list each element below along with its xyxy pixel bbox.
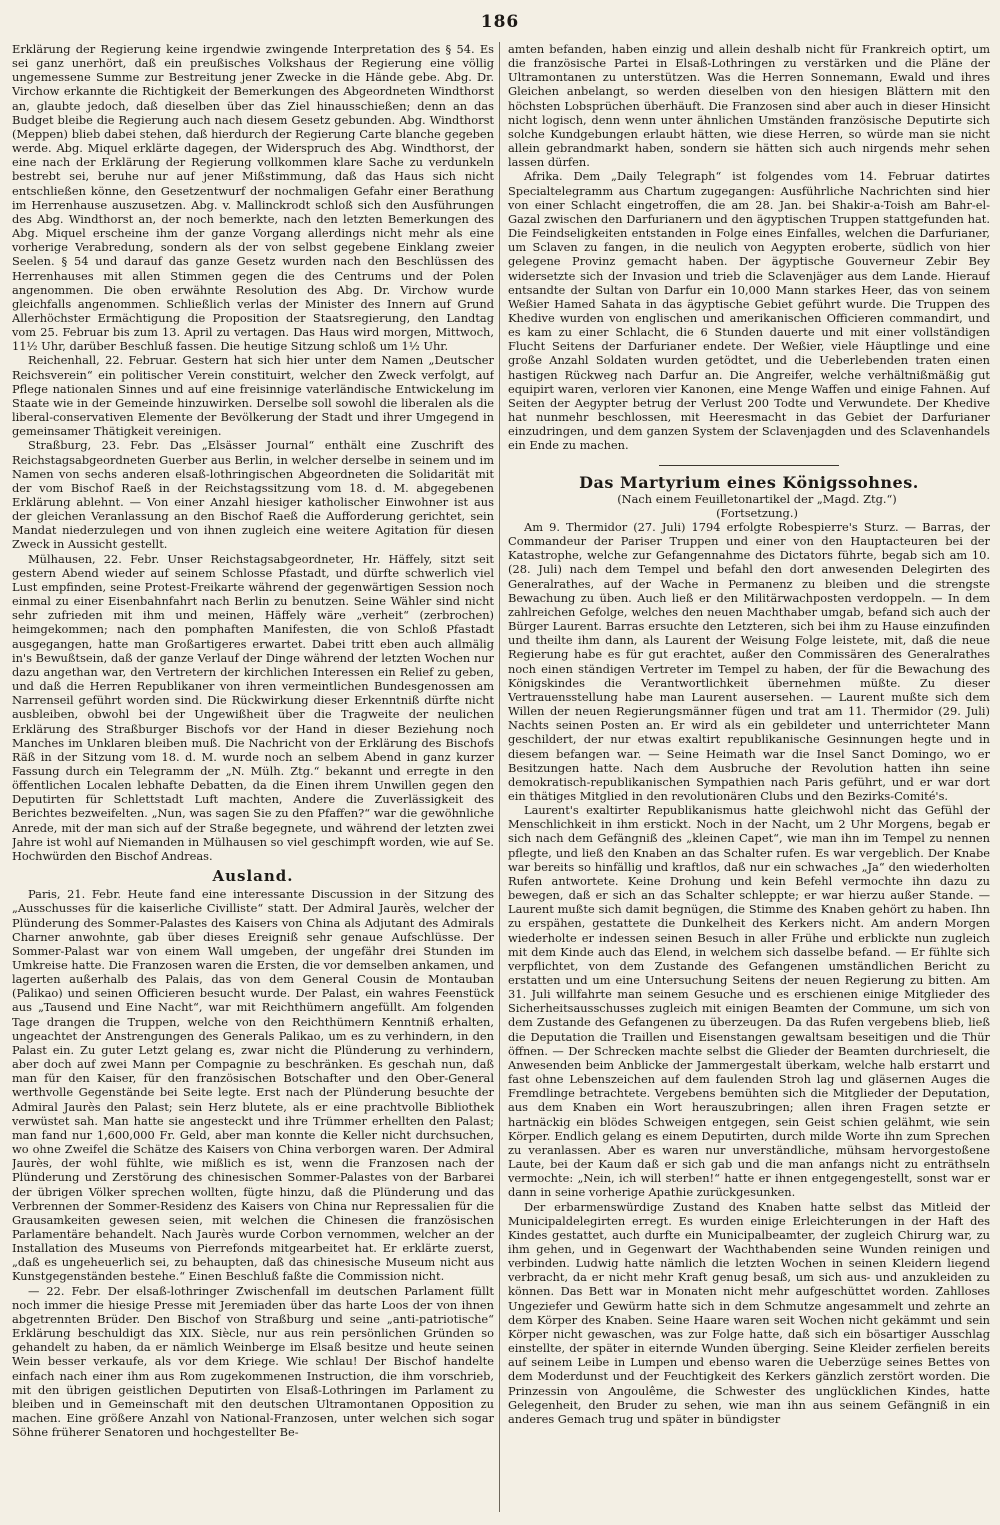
- left-column: [12, 42, 494, 1514]
- strassburg-paragraph: Straßburg, 23. Febr. Das „Elsässer Journal“ enthält eine Zuschrift des Reichstagsabgeordneten Guerber aus Berlin, in welcher derselbe in seinem und im Namen von sechs anderen elsaß-lothringischen Abgeordneten die Solidarität mit der vom Bischof Raeß in der Reichstagssitzung vom 18. d. M. abgegebenen Erklärung ablehnt. — Von einer Anzahl hiesiger katholischer Einwohner ist aus der gleichen Veranlassung an den Bischof Raeß die Aufforderung gerichtet, sein Mandat niederzulegen und von ihnen zugleich eine weitere Agitation für diesen Zweck in Aussicht gestellt.: [12, 438, 494, 552]
- article-paragraph: Laurent's exaltirter Republikanismus hatte gleichwohl nicht das Gefühl der Menschlichkeit in ihm erstickt. Noch in der Nacht, um 2 Uhr Morgens, begab er sich nach dem Gefängniß des „kleinen Capet“, wie man ihn im Tempel zu nennen pflegte, und ließ den Knaben an das Schalter rufen. Es war vergeblich. Der Knabe war bereits so hinfällig und kraftlos, daß nur ein schwaches „Ja“ den wiederholten Rufen antwortete. Keine Drohung und kein Befehl vermochte ihn dazu zu bewegen, daß er sich an das Schalter schleppte; er war hierzu außer Stande. — Laurent mußte sich damit begnügen, die Stimme des Knaben gehört zu haben. Ihn zu erspähen, gestattete die Dunkelheit des Kerkers nicht. Am andern Morgen wiederholte er indessen seinen Besuch in aller Frühe und erblickte nun zugleich mit dem Kinde auch das Elend, in welchem sich dasselbe befand. — Er fühlte sich verpflichtet, von dem Zustande des Gefangenen umständlichen Bericht zu erstatten und um eine Untersuchung Seitens der neuen Regierung zu bitten. Am 31. Juli willfahrte man seinem Gesuche und es erschienen einige Mitglieder des Sicherheitsausschusses zugleich mit einigen Beamten der Commune, um sich von dem Zustande des Gefangenen zu überzeugen. Da das Rufen vergebens blieb, ließ die Deputation die Traillen und Eisenstangen gewaltsam beseitigen und die Thür öffnen. — Der Schrecken machte selbst die Glieder der Beamten durchrieselt, die Anwesenden beim Anblicke der Jammergestalt überkam, welche halb erstarrt und fast ohne Lebenszeichen auf dem faulenden Stroh lag und gläsernen Auges die Fremdlinge betrachtete. Vergebens bemühten sich die Mitglieder der Deputation, aus dem Knaben ein Wort herauszubringen; allen ihren Fragen setzte er hartnäckig ein blödes Schweigen entgegen, sein Geist schien gelähmt, wie sein Körper. Endlich gelang es einem Deputirten, durch milde Worte ihn zum Sprechen zu veranlassen. Aber es waren nur unverständliche, mühsam hervorgestoßene Laute, bei der Kaum daß er sich gab und die man anfangs nicht zu enträthseln vermochte: „Nein, ich will sterben!“ hatte er ihnen entgegengestellt, sonst war er dann in seine vorherige Apathie zurückgesunken.: [508, 803, 990, 1200]
- muelhausen-paragraph: Mülhausen, 22. Febr. Unser Reichstagsabgeordneter, Hr. Häffely, sitzt seit gestern Abend wieder auf seinem Schlosse Pfastadt, und dürfte schwerlich viel Lust empfinden, seine Protest-Freikarte während der gegenwärtigen Session noch einmal zu einer Eisenbahnfahrt nach Berlin zu benutzen. Seine Wähler sind nicht sehr zufrieden mit ihm und meinen, Häffely wäre „verheit“ (zerbrochen) heimgekommen; nach den pomphaften Manifesten, die von Schloß Pfastadt ausgegangen, hatte man Großartigeres erwartet. Dabei tritt eben auch allmälig in's Bewußtsein, daß der ganze Verlauf der Dinge während der letzten Wochen nur dazu angethan war, den Vertretern der kirchlichen Interessen ein Relief zu geben, und daß die Herren Republikaner von ihren vermeintlichen Bundesgenossen am Narrenseil geführt worden sind. Die Rückwirkung dieser Erkenntniß dürfte nicht ausbleiben, obwohl bei der Ungewißheit über die Tragweite der neulichen Erklärung des Straßburger Bischofs vor der Hand in dieser Beziehung noch Manches im Unklaren bleiben muß. Die Nachricht von der Erklärung des Bischofs Räß in der Sitzung vom 18. d. M. wurde noch an selbem Abend in ganz kurzer Fassung durch ein Telegramm der „N. Mülh. Ztg.“ bekannt und erregte in den öffentlichen Localen lebhafte Debatten, da die Einen ihrem Unwillen gegen den Deputirten für Schlettstadt Luft machten, Andere die Zuverlässigkeit des Berichtes bezweifelten. „Nun, was sagen Sie zu den Pfaffen?“ war die gewöhnliche Anrede, mit der man sich auf der Straße begegnete, und während der letzten zwei Jahre ist wohl auf Niemanden in Mülhausen so viel geschimpft worden, wie auf Se. Hochwürden den Bischof Andreas.: [12, 551, 494, 863]
- page-number: 186: [480, 12, 520, 32]
- right-column: [508, 42, 990, 1514]
- afrika-paragraph: Afrika. Dem „Daily Telegraph“ ist folgendes vom 14. Februar datirtes Specialtelegramm aus Chartum zugegangen: Ausführliche Nachrichten sind hier von einer Schlacht eingetroffen, die am 28. Jan. bei Shakir-a-Toish am Bahr-el-Gazal zwischen den Darfurianern und den ägyptischen Truppen stattgefunden hat. Die Feindseligkeiten entstanden in Folge eines Einfalles, welchen die Darfurianer, um Sclaven zu fangen, in die neulich von Aegypten eroberte, südlich von hier gelegene Provinz gemacht haben. Der ägyptische Gouverneur Zebir Bey widersetzte sich der Invasion und trieb die Sclavenjäger aus dem Lande. Hierauf entsandte der Sultan von Darfur ein 10,000 Mann starkes Heer, das von seinem Weßier Hamed Sahata in das ägyptische Gebiet geführt wurde. Die Truppen des Khedive wurden von englischen und amerikanischen Officieren commandirt, und es kam zu einer Schlacht, die 6 Stunden dauerte und mit einer vollständigen Flucht Seitens der Darfurianer endete. Der Weßier, viele Häuptlinge und eine große Anzahl Soldaten wurden getödtet, und die Ueberlebenden traten einen hastigen Rückweg nach Darfur an. Die Angreifer, welche verhältnißmäßig gut equipirt waren, verloren vier Kanonen, eine Menge Waffen und einige Fahnen. Auf Seiten der Aegypter betrug der Verlust 200 Todte und Verwundete. Der Khedive hat nunmehr beschlossen, mit Heeresmacht in das Gebiet der Darfurianer einzudringen, und dem ganzen System der Sclavenjagden und des Sclavenhandels ein Ende zu machen.: [508, 169, 990, 453]
- ausland-heading: Ausland.: [212, 867, 294, 886]
- paris-22-paragraph: — 22. Febr. Der elsaß-lothringer Zwischenfall im deutschen Parlament füllt noch immer die hiesige Presse mit Jeremiaden über das harte Loos der von ihnen abgetrennten Brüder. Den Bischof von Straßburg und seine „anti-patriotische“ Erklärung beschuldigt das XIX. Siècle, nur aus rein persönlichen Gründen so gehandelt zu haben, da er nämlich Weinberge im Elsaß besitze und heute seinen Wein besser verkaufe, als vor dem Kriege. Wie schlau! Der Bischof handelte einfach nach einer ihm aus Rom zugekommenen Instruction, die ihm vorschrieb, mit den übrigen geistlichen Deputirten von Elsaß-Lothringen im Parlament zu bleiben und in Gemeinschaft mit den deutschen Ultramontanen Opposition zu machen. Eine größere Anzahl von National-Franzosen, unter welchen sich sogar Söhne früherer Senatoren und hochgestellter Be-: [12, 1283, 494, 1440]
- paris-21-paragraph: Paris, 21. Febr. Heute fand eine interessante Discussion in der Sitzung des „Ausschusses für die kaiserliche Civilliste“ statt. Der Admiral Jaurès, welcher der Plünderung des Sommer-Palastes des Kaisers von China als Adjutant des Admirals Charner anwohnte, gab über dieses Ereigniß sehr genaue Aufschlüsse. Der Sommer-Palast war von einem Wall umgeben, der ungefähr drei Stunden im Umkreise hatte. Die Franzosen waren die Ersten, die vor demselben ankamen, und lagerten außerhalb des Palais, das von dem General Cousin de Montauban (Palikao) und seinen Officieren besucht wurde. Der Palast, ein wahres Feenstück aus „Tausend und Eine Nacht“, war mit Reichthümern angefüllt. Am folgenden Tage drangen die Truppen, welche von den Reichthümern Kenntniß erhalten, ungeachtet der Anstrengungen des Generals Palikao, um es zu verhindern, in den Palast ein. Zu guter Letzt gelang es, zwar nicht die Plünderung zu verhindern, aber doch auf zwei Mann per Compagnie zu beschränken. Es geschah nun, daß man für den Kaiser, für den französischen Botschafter und den Ober-General werthvolle Gegenstände bei Seite legte. Erst nach der Plünderung besuchte der Admiral Jaurès den Palast; sein Herz blutete, als er eine prachtvolle Bibliothek verwüstet sah. Man hatte sie angesteckt und ihre Trümmer erhellten den Palast; man fand nur 1,600,000 Fr. Geld, aber man konnte die Keller nicht durchsuchen, wo ohne Zweifel die Schätze des Kaisers von China verborgen waren. Der Admiral Jaurès, der wohl fühlte, wie mißlich es ist, wenn die Franzosen nach der Plünderung und Zerstörung des chinesischen Sommer-Palastes von der Barbarei der übrigen Völker sprechen wollten, fügte hinzu, daß die Plünderung und das Verbrennen der Sommer-Residenz des Kaisers von China nur Repressalien für die Grausamkeiten gewesen seien, mit welchen die Chinesen die französischen Parlamentäre behandelt. Nach Jaurès wurde Corbon vernommen, welcher an der Installation des Museums von Pierrefonds mitgearbeitet hat. Er erklärte zuerst, „daß es ungeheuerlich sei, zu behaupten, daß das chinesische Museum nicht aus Kunstgegenständen bestehe.“ Einen Beschluß faßte die Commission nicht.: [12, 887, 494, 1284]
- article-continuation: (Fortsetzung.): [716, 505, 798, 520]
- article-paragraph: Am 9. Thermidor (27. Juli) 1794 erfolgte Robespierre's Sturz. — Barras, der Commandeur der Pariser Truppen und einer von den Hauptacteuren bei der Katastrophe, welche zur Gefangennahme des Dictators führte, begab sich am 10. (28. Juli) nach dem Tempel und befahl den dort anwesenden Delegirten des Generalrathes, auf der Wache in Permanenz zu bleiben und die strengste Bewachung zu üben. Auch ließ er den Militärwachposten verdoppeln. — In dem zahlreichen Gefolge, welches den neuen Machthaber umgab, befand sich auch der Bürger Laurent. Barras ersuchte den Letzteren, sich bei ihm zu Hause einzufinden und theilte ihm dann, als Laurent der Weisung Folge leistete, mit, daß die neue Regierung habe es für gut erachtet, außer den Commissären des Generalrathes noch einen ständigen Vertreter im Tempel zu haben, der für die Bewachung des Königskindes die Verantwortlichkeit übernehmen müßte. Zu dieser Vertrauensstellung habe man Laurent ausersehen. — Laurent mußte sich dem Willen der neuen Regierungsmänner fügen und trat am 11. Thermidor (29. Juli) Nachts seinen Posten an. Er wird als ein gebildeter und unterrichteter Mann geschildert, der nur etwas exaltirt republikanische Gesinnungen hegte und in diesem befangen war. — Seine Heimath war die Insel Sanct Domingo, wo er Besitzungen hatte. Nach dem Ausbruche der Revolution hatten ihn seine demokratisch-republikanischen Sympathien nach Paris geführt, und er war dort ein thätiges Mitglied in den revolutionären Clubs und den Bezirks-Comité's.: [508, 520, 990, 803]
- column-divider: [499, 42, 500, 1512]
- article-source: (Nach einem Feuilletonartikel der „Magd. Ztg.“): [617, 491, 897, 506]
- reichenhall-paragraph: Reichenhall, 22. Februar. Gestern hat sich hier unter dem Namen „Deutscher Reichsverein“ ein politischer Verein constituirt, welcher den Zweck verfolgt, auf Pflege nationalen Sinnes und auf eine freisinnige vaterländische Entwickelung im Staate wie in der Gemeinde hinzuwirken. Derselbe soll sowohl die liberalen als die liberal-conservativen Elemente der Bevölkerung der Stadt und ihrer Umgegend in gemeinsamer Thätigkeit vereinigen.: [12, 353, 494, 439]
- parliament-report-paragraph: Erklärung der Regierung keine irgendwie zwingende Interpretation des § 54. Es sei ganz unerhört, daß ein preußisches Volkshaus der Regierung eine völlig ungemessene Summe zur Bestreitung jener Zwecke in die Hände gebe. Abg. Dr. Virchow erkannte die Richtigkeit der Bemerkungen des Abgeordneten Windthorst an, glaubte jedoch, daß dieselben über das Ziel hinausschießen; denn an das Budget bleibe die Regierung auch nach diesem Gesetz gebunden. Abg. Windthorst (Meppen) blieb dabei stehen, daß hierdurch der Regierung Carte blanche gegeben werde. Abg. Miquel erklärte dagegen, der Widerspruch des Abg. Windthorst, der eine nach der Erklärung der Regierung vollkommen klare Sache zu verdunkeln bestrebt sei, beruhe nur auf jener Mißstimmung, daß das Haus sich nicht entschließen könne, den Gesetzentwurf der nochmaligen Gefahr einer Berathung im Herrenhause auszusetzen. Abg. v. Mallinckrodt schloß sich den Ausführungen des Abg. Windthorst an, der noch bemerkte, nach den letzten Bemerkungen des Abg. Miquel erscheine ihm der ganze Vorgang allerdings nicht mehr als eine vorherige Verabredung, sondern als der von selbst gegebene Einklang zweier Seelen. § 54 und darauf das ganze Gesetz wurden nach den Beschlüssen des Herrenhauses mit allen Stimmen gegen die des Centrums und der Polen angenommen. Die oben erwähnte Resolution des Abg. Dr. Virchow wurde gleichfalls angenommen. Schließlich verlas der Minister des Innern auf Grund Allerhöchster Ermächtigung die Proposition der Staatsregierung, den Landtag vom 25. Februar bis zum 13. April zu vertagen. Das Haus wird morgen, Mittwoch, 11½ Uhr, darüber Beschluß fassen. Die heutige Sitzung schloß um 1½ Uhr.: [12, 42, 494, 354]
- paris-continued-paragraph: amten befanden, haben einzig und allein deshalb nicht für Frankreich optirt, um die französische Partei in Elsaß-Lothringen zu verstärken und die Pläne der Ultramontanen zu unterstützen. Was die Herren Sonnemann, Ewald und ihres Gleichen anbelangt, so werden dieselben von den hiesigen Blättern mit den höchsten Lobsprüchen überhäuft. Die Franzosen sind aber auch in dieser Hinsicht nicht logisch, denn wenn unter ähnlichen Umständen französische Deputirte sich solche Kundgebungen erlaubt hätten, wie diese Herren, so würde man sie nicht allein gebrandmarkt haben, sondern sie hätten sich auch nirgends mehr sehen lassen dürfen.: [508, 42, 990, 170]
- article-title: Das Martyrium eines Königssohnes.: [579, 472, 919, 492]
- article-separator: [659, 465, 839, 466]
- article-paragraph: Der erbarmenswürdige Zustand des Knaben hatte selbst das Mitleid der Municipaldelegirten erregt. Es wurden einige Erleichterungen in der Haft des Kindes gestattet, auch durfte ein Municipalbeamter, der zugleich Chirurg war, zu ihm gehen, und in Gegenwart der Wachthabenden seine Wunden reinigen und verbinden. Ludwig hatte nämlich die letzten Wochen in seinen Kleidern liegend verbracht, da er nicht mehr Kraft genug besaß, um sich aus- und anzukleiden zu können. Das Bett war in Monaten nicht mehr aufgeschüttet worden. Zahlloses Ungeziefer und Gewürm hatte sich in dem Schmutze angesammelt und zehrte an dem Körper des Knaben. Seine Haare waren seit Wochen nicht gekämmt und sein Körper nicht gewaschen, was zur Folge hatte, daß sich ein bösartiger Ausschlag einstellte, der später in eiternde Wunden überging. Seine Kleider zerfielen bereits auf seinem Leibe in Lumpen und ebenso waren die Ueberzüge seines Bettes von dem Moderdunst und der Feuchtigkeit des Kerkers gänzlich zerstört worden. Die Prinzessin von Angoulême, die Schwester des unglücklichen Kindes, hatte Gelegenheit, den Bruder zu sehen, wie man ihn aus seinem Gefängniß in ein anderes Gemach trug und später in bündigster: [508, 1199, 990, 1426]
